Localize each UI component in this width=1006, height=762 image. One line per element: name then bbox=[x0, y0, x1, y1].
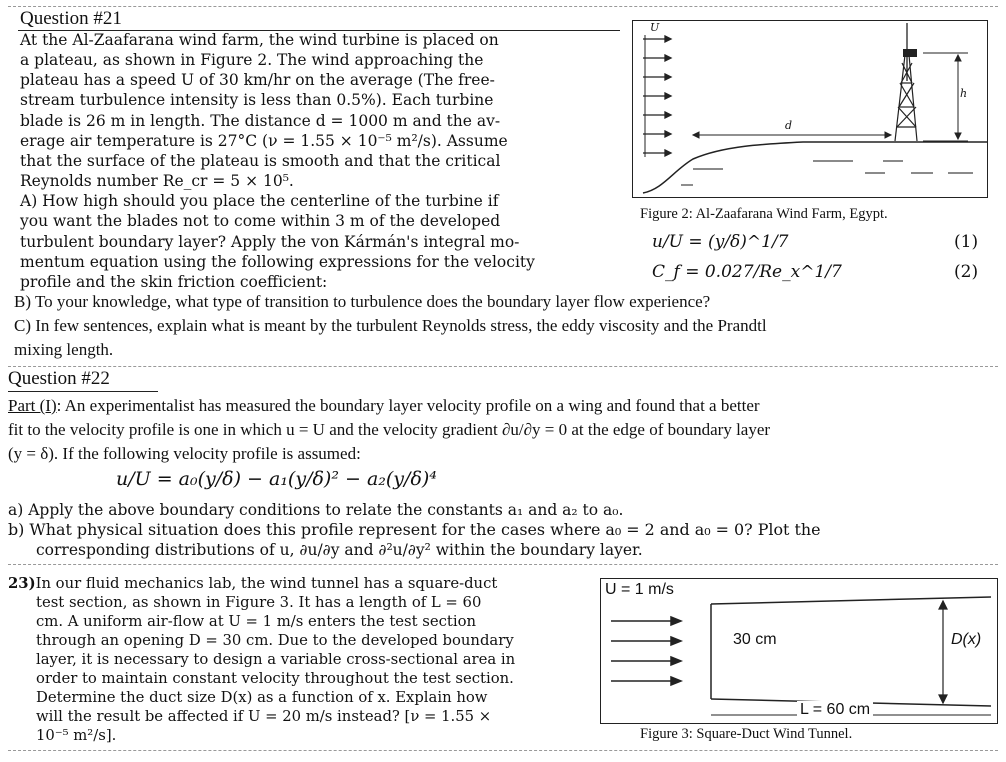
figure-2-wind-farm bbox=[632, 20, 988, 198]
q21-part-c-line-1: C) In few sentences, explain what is meant by the turbulent Reynolds stress, the eddy viscosity and the Prandtl bbox=[14, 316, 767, 335]
q21-line: plateau has a speed U of 30 km/hr on the average (The free- bbox=[20, 71, 495, 89]
q21-line: At the Al-Zaafarana wind farm, the wind turbine is placed on bbox=[20, 31, 499, 49]
q21-line: that the surface of the plateau is smooth and that the critical bbox=[20, 152, 501, 170]
q21-line: you want the blades not to come within 3 m of the developed bbox=[20, 212, 501, 230]
q22-heading-underline bbox=[8, 391, 158, 392]
figure-3-dx-label: D(x) bbox=[951, 631, 982, 648]
q22-part-label: Part (I) bbox=[8, 396, 57, 415]
top-rule bbox=[8, 6, 998, 7]
q21-line: stream turbulence intensity is less than 0.5%). Each turbine bbox=[20, 91, 494, 109]
q23-line: 23)In our fluid mechanics lab, the wind tunnel has a square-duct bbox=[8, 575, 498, 592]
q23-line: cm. A uniform air-flow at U = 1 m/s enters the test section bbox=[36, 613, 477, 630]
q21-equation-1-number: (1) bbox=[954, 232, 979, 252]
q21-line: turbulent boundary layer? Apply the von Kármán's integral mo- bbox=[20, 233, 520, 251]
q22-line-3: (y = δ). If the following velocity profile is assumed: bbox=[8, 444, 361, 463]
q21-part-b: B) To your knowledge, what type of transition to turbulence does the boundary layer flow experience? bbox=[14, 292, 711, 311]
figure-3-caption: Figure 3: Square-Duct Wind Tunnel. bbox=[640, 726, 853, 742]
q21-end-rule bbox=[8, 366, 998, 367]
q23-number: 23) bbox=[8, 575, 36, 592]
q22-heading: Question #22 bbox=[8, 368, 110, 389]
q23-line: order to maintain constant velocity throughout the test section. bbox=[36, 670, 514, 687]
q22-end-rule bbox=[8, 564, 998, 565]
figure-3-length-label: L = 60 cm bbox=[797, 701, 873, 719]
figure-3-wind-tunnel bbox=[600, 578, 998, 724]
q21-heading: Question #21 bbox=[20, 8, 122, 29]
wind-farm-diagram bbox=[633, 21, 987, 197]
q22-line-2: fit to the velocity profile is one in which u = U and the velocity gradient ∂u/∂y = 0 at the edge of boundary layer bbox=[8, 420, 771, 439]
bottom-rule bbox=[8, 750, 998, 751]
q23-line: layer, it is necessary to design a variable cross-sectional area in bbox=[36, 651, 516, 668]
q21-equation-2: C_f = 0.027/Re_x^1/7 bbox=[652, 262, 842, 282]
q23-line: will the result be affected if U = 20 m/s instead? [ν = 1.55 × bbox=[36, 708, 492, 725]
figure-2-caption: Figure 2: Al-Zaafarana Wind Farm, Egypt. bbox=[640, 206, 888, 222]
q22-part-a: a) Apply the above boundary conditions to relate the constants a₁ and a₂ to a₀. bbox=[8, 501, 624, 519]
q22-part-b-line-2: corresponding distributions of u, ∂u/∂y and ∂²u/∂y² within the boundary layer. bbox=[36, 541, 643, 559]
q23-line: through an opening D = 30 cm. Due to the developed boundary bbox=[36, 632, 514, 649]
q22-line-1: Part (I): An experimentalist has measured the boundary layer velocity profile on a wing and found that a better bbox=[8, 396, 760, 415]
q21-line: a plateau, as shown in Figure 2. The wind approaching the bbox=[20, 51, 484, 69]
figure-3-velocity-label: U = 1 m/s bbox=[605, 581, 674, 598]
q23-line: test section, as shown in Figure 3. It has a length of L = 60 bbox=[36, 594, 482, 611]
q21-line: mentum equation using the following expressions for the velocity bbox=[20, 253, 535, 271]
figure-3-opening-label: 30 cm bbox=[733, 631, 777, 648]
q21-equation-2-number: (2) bbox=[954, 262, 979, 282]
q21-line: blade is 26 m in length. The distance d = 1000 m and the av- bbox=[20, 112, 501, 130]
q22-velocity-profile-equation: u/U = a₀(y/δ) − a₁(y/δ)² − a₂(y/δ)⁴ bbox=[116, 468, 437, 490]
q21-line: A) How high should you place the centerline of the turbine if bbox=[20, 192, 499, 210]
q21-line: Reynolds number Re_cr = 5 × 10⁵. bbox=[20, 172, 294, 190]
figure-2-label-u: U bbox=[650, 21, 660, 34]
figure-2-label-d: d bbox=[785, 119, 793, 132]
q21-part-c-line-2: mixing length. bbox=[14, 340, 114, 359]
q22-part-b-line-1: b) What physical situation does this profile represent for the cases where a₀ = 2 and a₀ = 0? Plot the bbox=[8, 520, 821, 539]
q21-equation-1: u/U = (y/δ)^1/7 bbox=[652, 232, 789, 252]
q23-line: 10⁻⁵ m²/s]. bbox=[36, 727, 117, 744]
figure-2-label-h: h bbox=[960, 87, 968, 100]
q21-line: profile and the skin friction coefficient: bbox=[20, 273, 328, 291]
q23-line: Determine the duct size D(x) as a function of x. Explain how bbox=[36, 689, 488, 706]
q21-line: erage air temperature is 27°C (ν = 1.55 × 10⁻⁵ m²/s). Assume bbox=[20, 132, 508, 150]
